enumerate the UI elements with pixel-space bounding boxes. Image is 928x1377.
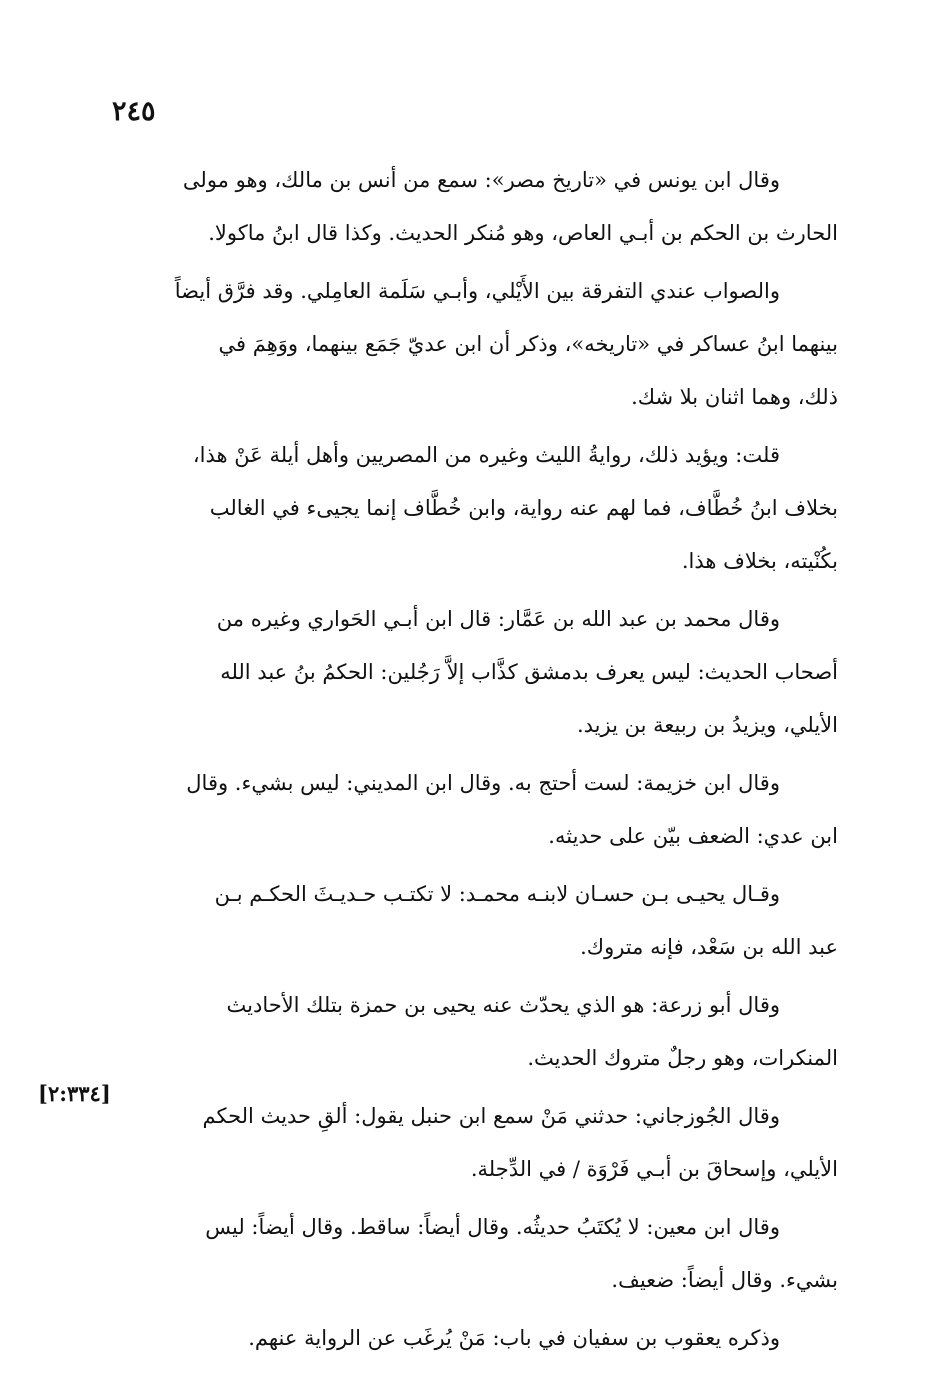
text-line: بينهما ابنُ عساكر في «تاريخه»، وذكر أن ابن عديّ جَمَع بينهما، ووَهِمَ في — [218, 332, 838, 356]
text-line: وقال ابن معين: لا يُكتَبُ حديثُه. وقال أيضاً: ساقط. وقال أيضاً: ليس — [205, 1215, 780, 1239]
paragraph-3 — [112, 429, 838, 588]
paragraph-10 — [112, 1312, 838, 1365]
text-line: ابن عدي: الضعف بيّن على حديثه. — [548, 824, 838, 848]
text-line: ذلك، وهما اثنان بلا شك. — [631, 385, 838, 409]
paragraph-7 — [112, 979, 838, 1085]
text-line: وقال ابن يونس في «تاريخ مصر»: سمع من أنس بن مالك، وهو مولى — [182, 168, 780, 192]
paragraph-5 — [112, 757, 838, 863]
text-line: الحارث بن الحكم بن أبـي العاص، وهو مُنكر الحديث. وكذا قال ابنُ ماكولا. — [208, 221, 838, 245]
paragraph-6 — [112, 868, 838, 974]
paragraph-8 — [112, 1090, 838, 1196]
page-number: ٢٤٥ — [112, 96, 156, 127]
text-line: وقال ابن خزيمة: لست أحتج به. وقال ابن المديني: ليس بشيء. وقال — [186, 771, 780, 795]
margin-reference: [٢:٣٣٤] — [38, 1081, 111, 1106]
text-line: عبد الله بن سَعْد، فإنه متروك. — [580, 935, 838, 959]
paragraph-1 — [112, 154, 838, 260]
text-line: قلت: ويؤيد ذلك، روايةُ الليث وغيره من المصريين وأهل أيلة عَنْ هذا، — [192, 443, 780, 467]
text-line: أصحاب الحديث: ليس يعرف بدمشق كذَّاب إلاَّ رَجُلين: الحكمُ بنُ عبد الله — [220, 660, 838, 684]
text-line: بشيء. وقال أيضاً: ضعيف. — [611, 1268, 838, 1292]
paragraph-2 — [112, 265, 838, 424]
paragraph-4 — [112, 593, 838, 752]
text-line: الأيلي، وإسحاقَ بن أبـي فَرْوَة / في الدِّجلة. — [470, 1157, 838, 1181]
paragraph-9 — [112, 1201, 838, 1307]
text-line: بخلاف ابنُ خُطَّاف، فما لهم عنه رواية، وابن خُطَّاف إنما يجيىء في الغالب — [209, 496, 838, 520]
text-line: المنكرات، وهو رجلٌ متروك الحديث. — [527, 1046, 838, 1070]
text-line: وذكره يعقوب بن سفيان في باب: مَنْ يُرغَب عن الرواية عنهم. — [248, 1326, 780, 1350]
text-line: وقال محمد بن عبد الله بن عَمَّار: قال ابن أبـي الحَواري وغيره من — [216, 607, 780, 631]
text-line: وقـال يحيـى بـن حسـان لابنـه محمـد: لا تكتـب حـديـثَ الحكـم بـن — [214, 882, 780, 906]
text-line: وقال الجُوزجاني: حدثني مَنْ سمع ابن حنبل يقول: ألقِ حديث الحكم — [202, 1104, 780, 1128]
text-body — [112, 154, 838, 1370]
text-line: بكُنْيته، بخلاف هذا. — [681, 549, 838, 573]
text-line: والصواب عندي التفرقة بين الأَيْلي، وأبـي سَلَمة العامِلي. وقد فرَّق أيضاً — [174, 279, 780, 303]
text-line: وقال أبو زرعة: هو الذي يحدّث عنه يحيى بن حمزة بتلك الأحاديث — [226, 993, 780, 1017]
text-line: الأيلي، ويزيدُ بن ربيعة بن يزيد. — [576, 713, 838, 737]
